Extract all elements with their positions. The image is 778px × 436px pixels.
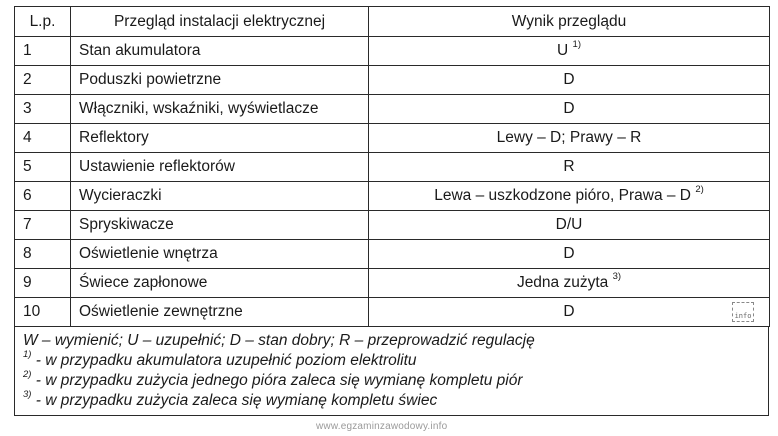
- table-row: [15, 95, 770, 124]
- table-row: [15, 211, 770, 240]
- header-lp: L.p.: [15, 7, 71, 37]
- row-result-cell: [369, 37, 770, 66]
- table-row: [15, 182, 770, 211]
- header-description: Przegląd instalacji elektrycznej: [71, 7, 369, 37]
- table-row: [15, 240, 770, 269]
- stamp-text: info: [734, 312, 752, 320]
- row-footnote-mark: 2): [695, 183, 704, 195]
- row-result: U: [557, 42, 569, 59]
- table-row: [15, 124, 770, 153]
- info-stamp-icon: [732, 302, 754, 322]
- table-row: [15, 66, 770, 95]
- row-number: 4: [15, 124, 71, 153]
- inspection-table: [14, 6, 770, 327]
- table-row: [15, 153, 770, 182]
- table-row: [15, 298, 770, 327]
- row-footnote-mark: 3): [612, 270, 622, 282]
- table-body: [15, 37, 770, 327]
- row-number: 2: [15, 66, 71, 95]
- row-result-cell: [369, 182, 770, 211]
- row-item: Stan akumulatora: [71, 37, 369, 66]
- row-result: Lewy – D; Prawy – R: [496, 129, 642, 146]
- footnote-mark: 1): [23, 348, 32, 360]
- footnote-2: [23, 368, 760, 391]
- legend-line: W – wymienić; U – uzupełnić; D – stan dobry; R – przeprowadzić regulację: [23, 332, 535, 349]
- row-result-cell: [369, 240, 770, 269]
- row-result-cell: [369, 211, 770, 240]
- footnote-1: [23, 348, 760, 371]
- footnote-3: [23, 388, 760, 411]
- row-result-cell: [369, 153, 770, 182]
- row-item: Oświetlenie wnętrza: [71, 240, 369, 269]
- row-result-cell: [369, 95, 770, 124]
- row-result-cell: [369, 124, 770, 153]
- row-result: Jedna zużyta: [516, 274, 609, 291]
- row-number: 6: [15, 182, 71, 211]
- row-item: Spryskiwacze: [71, 211, 369, 240]
- row-item: Świece zapłonowe: [71, 269, 369, 298]
- row-number: 5: [15, 153, 71, 182]
- row-result: Lewa – uszkodzone pióro, Prawa – D: [434, 187, 691, 204]
- row-number: 8: [15, 240, 71, 269]
- row-item: Wycieraczki: [71, 182, 369, 211]
- footnote-text: - w przypadku zużycia jednego pióra zaleca się wymianę kompletu piór: [31, 372, 523, 389]
- footnote-mark: 3): [23, 388, 32, 400]
- row-result-cell: [369, 269, 770, 298]
- row-result-cell: [369, 298, 770, 327]
- row-footnote-mark: 1): [572, 38, 581, 50]
- footnote-text: - w przypadku akumulatora uzupełnić poziom elektrolitu: [31, 352, 417, 369]
- row-result: D: [563, 303, 575, 320]
- row-result: D/U: [555, 216, 583, 233]
- footnote-text: - w przypadku zużycia zaleca się wymianę kompletu świec: [31, 392, 438, 409]
- inspection-sheet: [14, 6, 769, 416]
- row-number: 7: [15, 211, 71, 240]
- row-item: Oświetlenie zewnętrzne: [71, 298, 369, 327]
- row-item: Poduszki powietrzne: [71, 66, 369, 95]
- row-result: D: [563, 245, 575, 262]
- row-result: D: [563, 100, 575, 117]
- footnote-mark: 2): [23, 368, 32, 380]
- legend-box: [14, 327, 769, 416]
- header-row: [15, 7, 770, 37]
- row-number: 1: [15, 37, 71, 66]
- row-number: 10: [15, 298, 71, 327]
- row-result-cell: [369, 66, 770, 95]
- table-row: [15, 37, 770, 66]
- header-result: Wynik przeglądu: [369, 7, 770, 37]
- row-item: Reflektory: [71, 124, 369, 153]
- table-row: [15, 269, 770, 298]
- row-number: 9: [15, 269, 71, 298]
- watermark: www.egzaminzawodowy.info: [316, 421, 448, 432]
- row-result: R: [563, 158, 575, 175]
- row-number: 3: [15, 95, 71, 124]
- row-item: Włączniki, wskaźniki, wyświetlacze: [71, 95, 369, 124]
- row-item: Ustawienie reflektorów: [71, 153, 369, 182]
- row-result: D: [563, 71, 575, 88]
